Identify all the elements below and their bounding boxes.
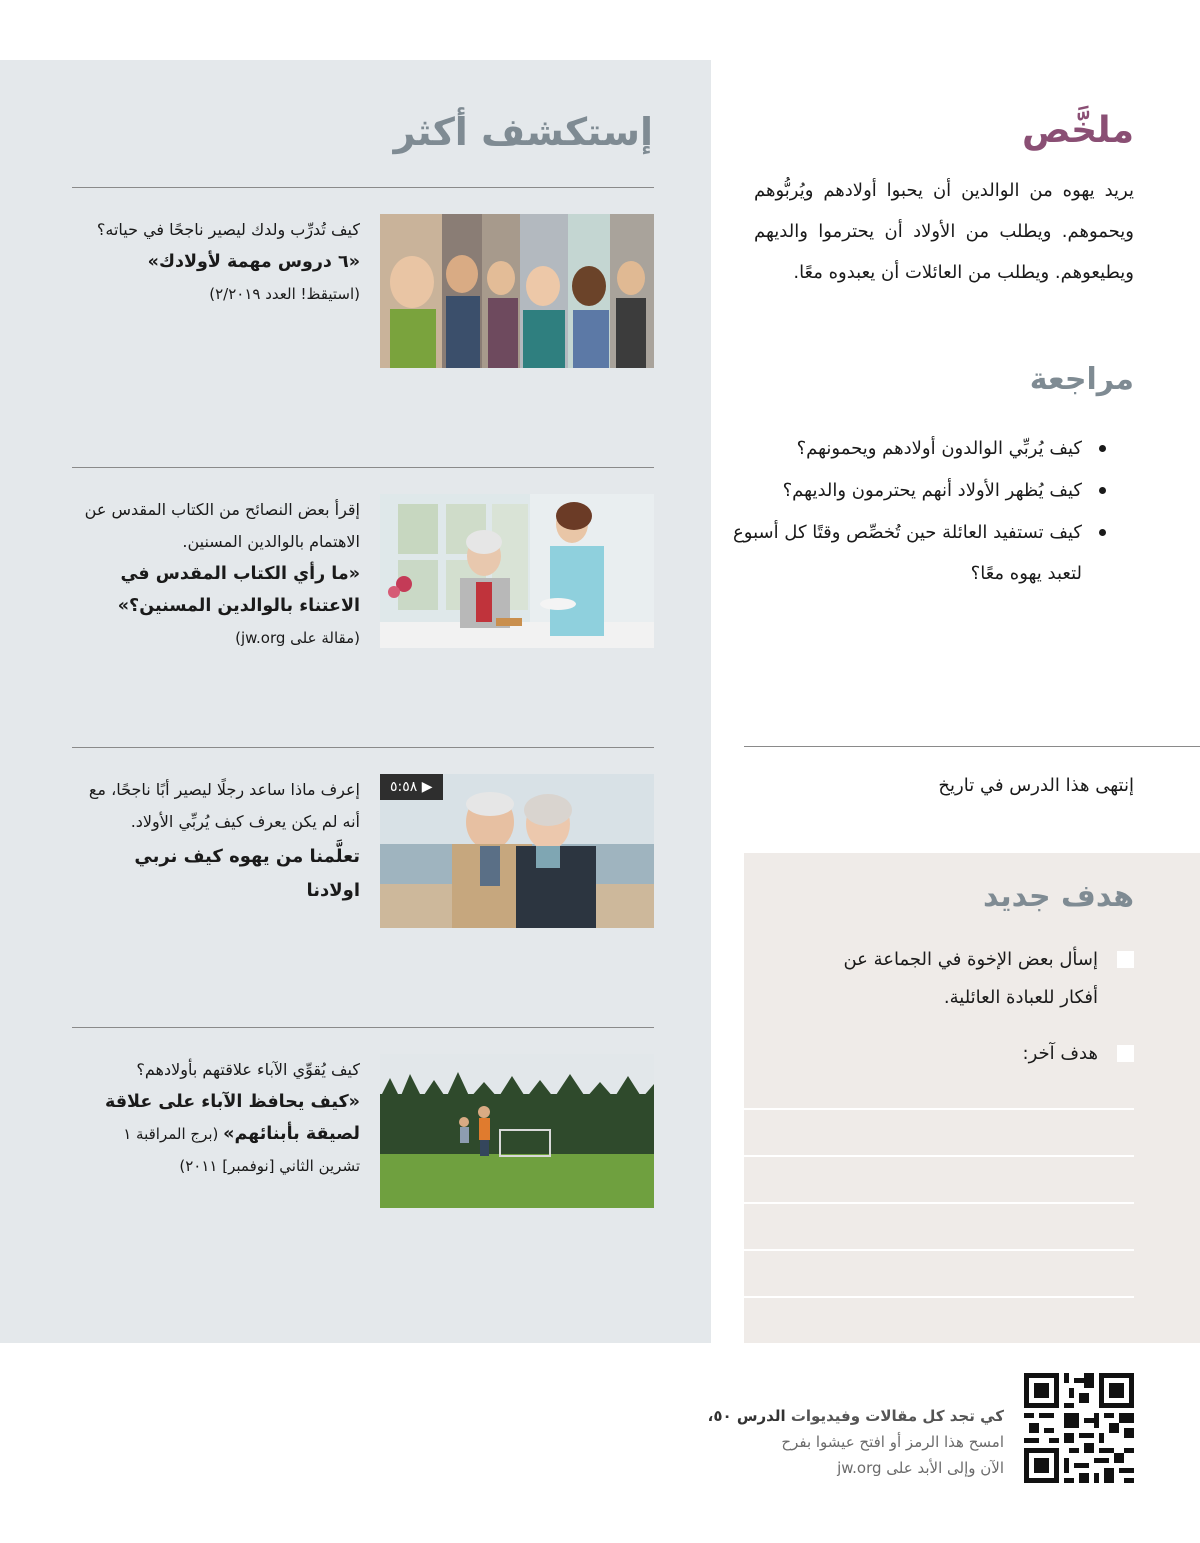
- explore-item-title-link[interactable]: «ما رأي الكتاب المقدس في الاعتناء بالوالدين المسنين؟»: [117, 564, 360, 616]
- explore-item-article-relationship[interactable]: [72, 1054, 654, 1208]
- summary-heading: ملخَّص: [1021, 110, 1134, 151]
- divider: [72, 187, 654, 188]
- explore-item-intro: إقرأ بعض النصائح من الكتاب المقدس عن الاهتمام بالوالدين المسنين.: [84, 500, 360, 551]
- explore-item-text: [82, 494, 360, 654]
- explore-item-article-elderly-parents[interactable]: [72, 494, 654, 694]
- footer-line-2: امسح هذا الرمز أو افتح عيشوا بفرح: [781, 1433, 1004, 1451]
- review-question-text: كيف يُظهر الأولاد أنهم يحترمون والديهم؟: [782, 480, 1082, 501]
- video-duration: ٥:٥٨: [390, 779, 418, 795]
- explore-item-text: [82, 774, 360, 908]
- explore-item-title-link[interactable]: تعلَّمنا من يهوه كيف نربي اولادنا: [134, 846, 360, 901]
- goal-item-text: هدف آخر:: [1022, 1043, 1098, 1064]
- write-line[interactable]: [744, 1202, 1134, 1204]
- explore-item-intro: كيف تُدرِّب ولدك ليصير ناجحًا في حياته؟: [96, 220, 360, 239]
- new-goal-heading: هدف جديد: [983, 879, 1134, 914]
- explore-more-heading: إستكشف أكثر: [393, 110, 653, 154]
- goal-item: [804, 941, 1134, 1017]
- new-goal-box: [744, 853, 1200, 1343]
- explore-item-source: (استيقظ! العدد ٢/٢٠١٩): [209, 285, 360, 303]
- explore-item-text: [82, 1054, 360, 1182]
- bullet-icon: [1099, 445, 1106, 452]
- explore-item-intro: كيف يُقوِّي الآباء علاقتهم بأولادهم؟: [136, 1060, 360, 1079]
- explore-item-title-line: [82, 1086, 360, 1182]
- footer-lesson-number: الدرس ٥٠،: [707, 1407, 786, 1425]
- goal-item-text: إسأل بعض الإخوة في الجماعة عن أفكار للعبادة العائلية.: [843, 949, 1098, 1008]
- video-thumbnail-elderly-couple[interactable]: [380, 774, 654, 928]
- footer-line-1-prefix: كي تجد كل مقالات وفيديوات: [785, 1407, 1004, 1425]
- goal-checkbox[interactable]: [1117, 951, 1134, 968]
- summary-text: يريد يهوه من الوالدين أن يحبوا أولادهم ويُربُّوهم ويحموهم. ويطلب من الأولاد أن يحترموا والديهم ويطيعوهم. ويطلب من العائلات أن يعبدوه معًا.: [754, 180, 1134, 283]
- explore-item-article-lessons[interactable]: [72, 214, 654, 368]
- review-question-text: كيف تستفيد العائلة حين تُخصِّص وقتًا كل أسبوع لتعبد يهوه معًا؟: [733, 522, 1082, 584]
- video-duration-badge: [380, 774, 443, 800]
- other-goal-checkbox[interactable]: [1117, 1045, 1134, 1062]
- bullet-icon: [1099, 487, 1106, 494]
- divider: [72, 747, 654, 748]
- father-son-field-image: [380, 1054, 654, 1208]
- divider: [72, 1027, 654, 1028]
- review-list: [724, 428, 1134, 595]
- lesson-finished-date-label: إنتهى هذا الدرس في تاريخ: [938, 775, 1134, 796]
- children-portraits-image: [380, 214, 654, 368]
- review-question: [724, 470, 1134, 511]
- explore-item-video[interactable]: [72, 774, 654, 934]
- review-heading: مراجعة: [1029, 362, 1134, 397]
- explore-item-intro: إعرف ماذا ساعد رجلًا ليصير أبًا ناجحًا، مع أنه لم يكن يعرف كيف يُربِّي الأولاد.: [88, 780, 360, 831]
- explore-item-title-link[interactable]: «كيف يحافظ الآباء على علاقة لصيقة بأبنائهم»: [104, 1092, 360, 1144]
- bullet-icon: [1099, 529, 1106, 536]
- write-line[interactable]: [744, 1296, 1134, 1298]
- review-question-text: كيف يُربِّي الوالدون أولادهم ويحمونهم؟: [796, 438, 1082, 459]
- play-icon: ▶: [417, 779, 433, 795]
- write-line[interactable]: [744, 1155, 1134, 1157]
- explore-more-panel: [0, 60, 711, 1343]
- explore-item-source: (برج المراقبة ١ تشرين الثاني [نوفمبر] ٢٠١١): [123, 1125, 360, 1175]
- divider: [744, 746, 1200, 747]
- review-question: [724, 428, 1134, 469]
- footer-line-1: [584, 1403, 1004, 1429]
- footer-line-3[interactable]: الآن وإلى الأبد على jw.org: [837, 1459, 1004, 1477]
- review-question: [724, 512, 1134, 594]
- footer-note: [584, 1403, 1004, 1481]
- write-line[interactable]: [744, 1108, 1134, 1110]
- explore-item-text: [82, 214, 360, 310]
- explore-item-title-link[interactable]: «٦ دروس مهمة لأولادك»: [147, 252, 360, 272]
- elderly-care-image: [380, 494, 654, 648]
- write-line[interactable]: [744, 1249, 1134, 1251]
- goal-item: [804, 1035, 1134, 1073]
- divider: [72, 467, 654, 468]
- qr-code-icon[interactable]: [1024, 1373, 1134, 1483]
- explore-item-source: (مقالة على jw.org): [235, 629, 360, 647]
